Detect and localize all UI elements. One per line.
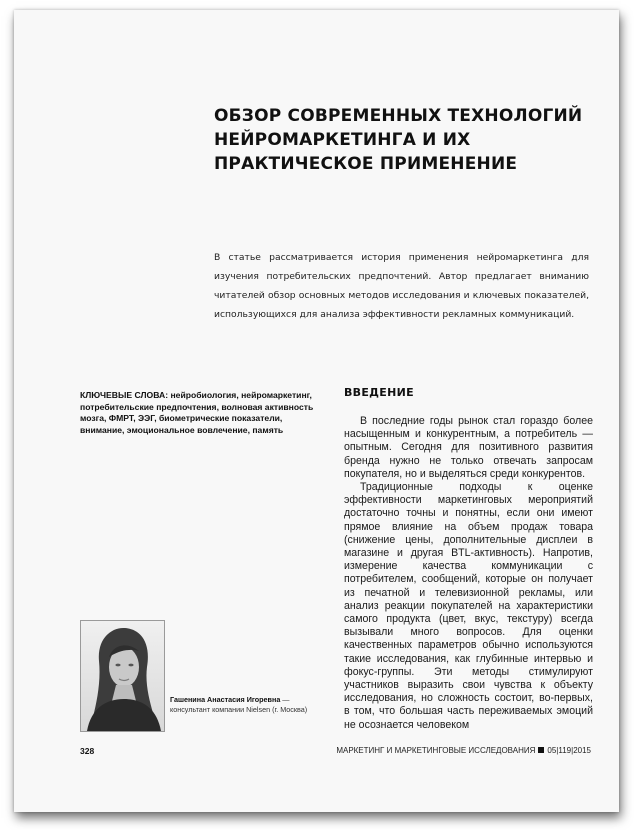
journal-footer bbox=[336, 746, 591, 755]
journal-name: МАРКЕТИНГ И МАРКЕТИНГОВЫЕ ИССЛЕДОВАНИЯ bbox=[336, 746, 536, 755]
author-photo bbox=[80, 620, 165, 732]
body-paragraph: Традиционные подходы к оценке эффективности маркетинговых мероприятий достаточно точны и понятны, если они имеют прямое влияние на объем продаж товара (снижение цены, дополнительные дисплеи в магазине и другая BTL-активность). Напротив, измерение качества коммуникации с потребителем, сообщений, которые он получает из печатной и телевизионной рекламы, или анализ реакции покупателей на характеристики самого продукта (цвет, вкус, текстуру) всегда вызывали много вопросов. Для оценки качественных параметров обычно используются такие исследования, как глубинные интервью и фокус-группы. Эти методы стимулируют участников выразить свои чувства к объекту исследования, но сложность состоит, во-первых, в том, что большая часть переживаемых эмоций не осознается человеком bbox=[344, 481, 593, 731]
article-title: ОБЗОР СОВРЕМЕННЫХ ТЕХНОЛОГИЙ НЕЙРОМАРКЕТИНГА И ИХ ПРАКТИЧЕСКОЕ ПРИМЕНЕНИЕ bbox=[214, 106, 583, 174]
section-title: ВВЕДЕНИЕ bbox=[344, 386, 414, 399]
page-number: 328 bbox=[80, 746, 95, 756]
journal-issue: 05|119|2015 bbox=[547, 746, 591, 755]
author-description: — консультант компании Nielsen (г. Москва) bbox=[170, 695, 308, 714]
keywords-block: КЛЮЧЕВЫЕ СЛОВА: нейробиология, нейромаркетинг, потребительские предпочтения, волновая активность мозга, ФМРТ, ЭЭГ, биометрические показатели, внимание, эмоциональное вовлечение, память bbox=[80, 390, 314, 435]
author-portrait-icon bbox=[81, 621, 164, 731]
body-text bbox=[344, 415, 593, 732]
author-name: Гашенина Анастасия Игоревна bbox=[170, 695, 281, 704]
body-paragraph: В последние годы рынок стал гораздо более насыщенным и конкурентным, а потребитель — опытным. Сегодня для позитивного развития бренда нужно не только отвечать запросам покупателя, но и выделяться среди конкурентов. bbox=[344, 415, 593, 480]
square-bullet-icon bbox=[538, 747, 544, 753]
article-abstract: В статье рассматривается история применения нейромаркетинга для изучения потребительских предпочтений. Автор предлагает вниманию читателей обзор основных методов исследования и ключевых показателей, использующихся для анализа эффективности рекламных коммуникаций. bbox=[214, 252, 589, 320]
journal-page bbox=[14, 10, 619, 812]
author-caption bbox=[170, 695, 330, 715]
